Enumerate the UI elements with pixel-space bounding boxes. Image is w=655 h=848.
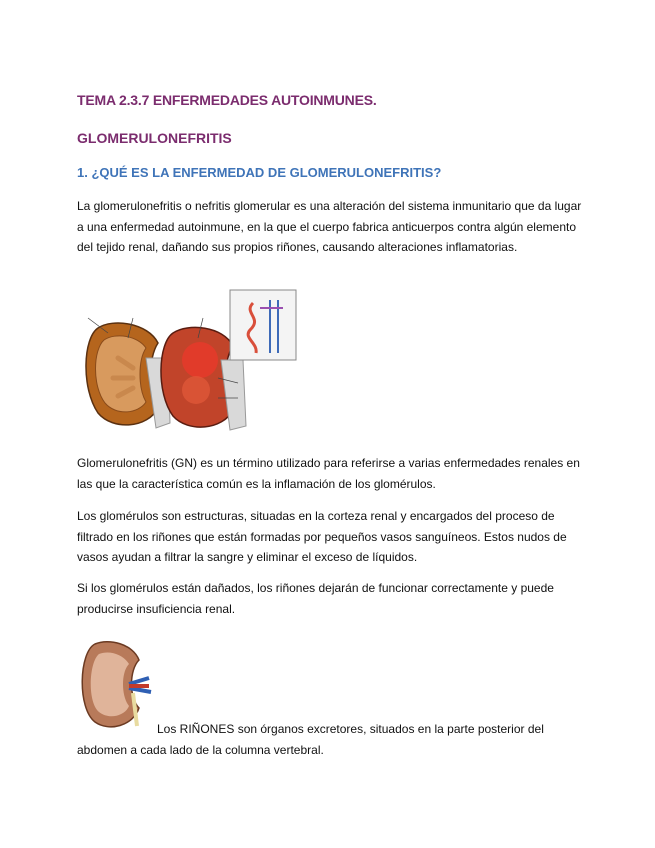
document-subtitle: GLOMERULONEFRITIS [77, 130, 232, 146]
paragraph-damage: Si los glomérulos están dañados, los riñones dejarán de funcionar correctamente y puede producirse insuficiencia renal. [77, 581, 554, 616]
paragraph-gn-term: Glomerulonefritis (GN) es un término utilizado para referirse a varias enfermedades renales en las que la característica común es la inflamación de los glomérulos. [77, 456, 580, 491]
kidney-icon [77, 638, 153, 728]
document-title: TEMA 2.3.7 ENFERMEDADES AUTOINMUNES. [77, 92, 377, 108]
kidney-diagram-figure [78, 288, 302, 434]
paragraph-glomerulos: Los glomérulos son estructuras, situadas en la corteza renal y encargados del proceso de filtrado en los riñones que están formadas por pequeños vasos sanguíneos. Estos nudos de vasos ayudan a filtrar la sangre y eliminar el exceso de líquidos. [77, 509, 567, 564]
section-heading: 1. ¿QUÉ ES LA ENFERMEDAD DE GLOMERULONEFRITIS? [77, 165, 442, 180]
paragraph-definition: La glomerulonefritis o nefritis glomerular es una alteración del sistema inmunitario que da lugar a una enfermedad autoinmune, en la que el cuerpo fabrica anticuerpos contra algún elemento del tejido renal, dañando sus propios riñones, causando alteraciones inflamatorias. [77, 199, 582, 254]
nephron-inset-icon [230, 290, 296, 360]
paragraph-rinones: Los RIÑONES son órganos excretores, situados en la parte posterior del abdomen a cada lado de la columna vertebral. [77, 722, 544, 757]
